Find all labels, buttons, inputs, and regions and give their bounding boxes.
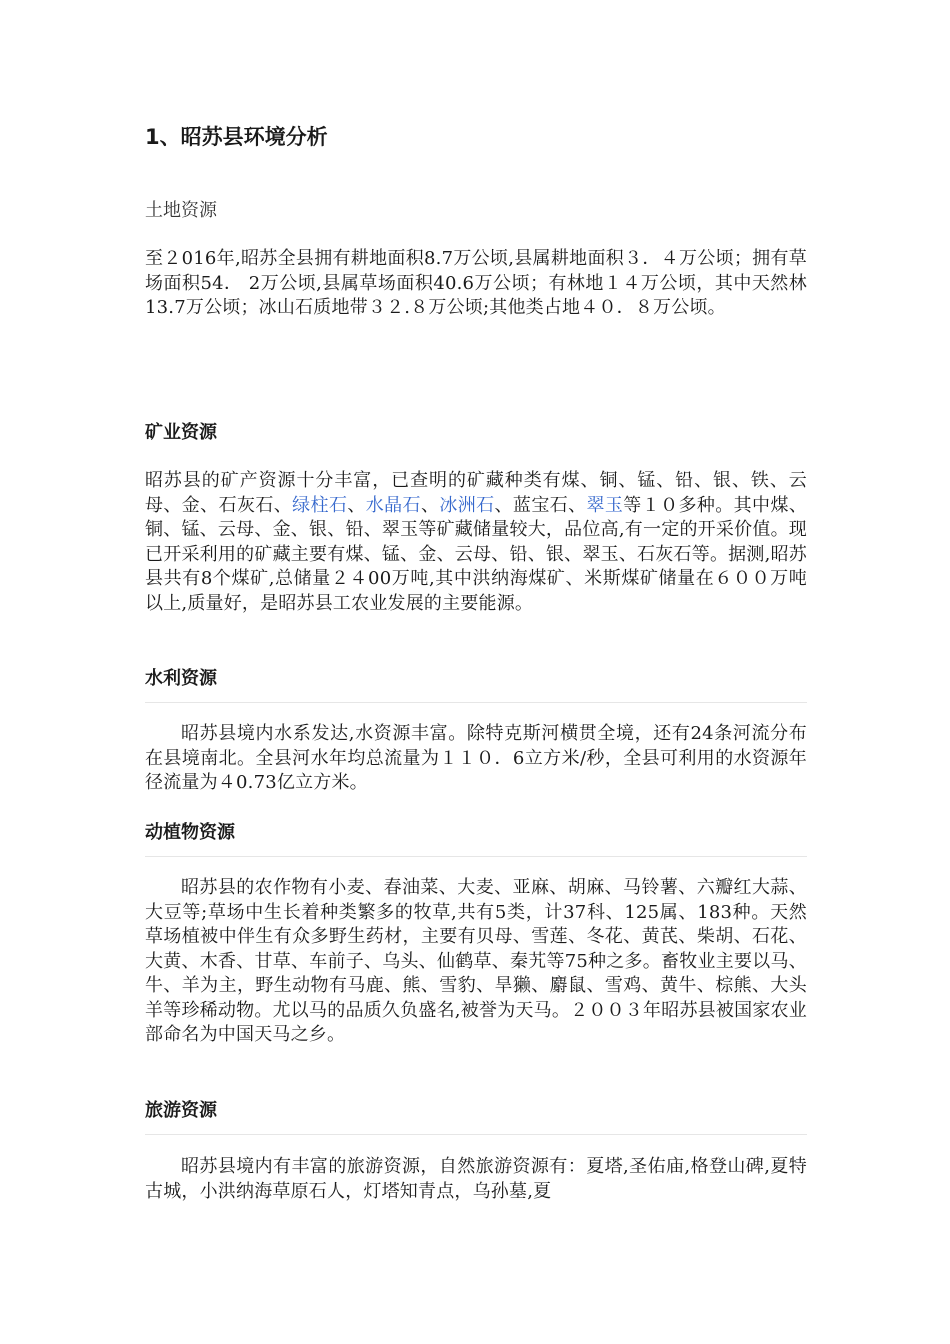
mineral-text-b: 等１０多种。其中煤、铜、锰、云母、金、银、铅、翠玉等矿藏储量较大，品位高,有一定的开采价值。现已开采利用的矿藏主要有煤、锰、金、云母、铅、银、翠玉、石灰石等。据测,昭苏县共有8个煤矿,总储量２４00万吨,其中洪纳海煤矿、米斯煤矿储量在６００万吨以上,质量好，是昭苏县工农业发展的主要能源。 bbox=[145, 494, 808, 614]
link-crystal[interactable]: 水晶石 bbox=[365, 494, 421, 516]
water-heading: 水利资源 bbox=[145, 666, 807, 703]
tourism-paragraph: 昭苏县境内有丰富的旅游资源，自然旅游资源有：夏塔,圣佑庙,格登山碑,夏特古城，小洪纳海草原石人，灯塔知青点，乌孙墓,夏 bbox=[145, 1156, 807, 1202]
tourism-heading: 旅游资源 bbox=[145, 1098, 807, 1135]
mineral-heading: 矿业资源 bbox=[145, 422, 217, 443]
mineral-sep-3: 、蓝宝石、 bbox=[494, 494, 587, 516]
document-title: 1、昭苏县环境分析 bbox=[145, 125, 328, 149]
water-paragraph: 昭苏县境内水系发达,水资源丰富。除特克斯河横贯全境，还有24条河流分布在县境南北。全县河水年均总流量为１１０．6立方米/秒，全县可利用的水资源年径流量为４0.73亿立方米。 bbox=[145, 723, 807, 793]
mineral-paragraph bbox=[145, 469, 807, 616]
link-jade[interactable]: 翠玉 bbox=[586, 494, 624, 516]
link-beryl[interactable]: 绿柱石 bbox=[292, 494, 348, 516]
link-iceland-spar[interactable]: 冰洲石 bbox=[439, 494, 495, 516]
fauna-paragraph: 昭苏县的农作物有小麦、春油菜、大麦、亚麻、胡麻、马铃薯、六瓣红大蒜、大豆等;草场中生长着种类繁多的牧草,共有5类，计37科、125属、183种。天然草场植被中伴生有众多野生药材，主要有贝母、雪莲、冬花、黄芪、柴胡、石花、大黄、木香、甘草、车前子、乌头、仙鹤草、秦艽等75种之多。畜牧业主要以马、牛、羊为主，野生动物有马鹿、熊、雪豹、旱獭、麝鼠、雪鸡、黄牛、棕熊、大头羊等珍稀动物。尤以马的品质久负盛名,被誉为天马。２００３年昭苏县被国家农业部命名为中国天马之乡。 bbox=[145, 877, 807, 1045]
mineral-sep-2: 、 bbox=[420, 494, 440, 516]
mineral-sep-1: 、 bbox=[347, 494, 366, 516]
mineral-text-a: 昭苏县的矿产资源十分丰富，已查明的矿藏种类有煤、铜、锰、铅、银、铁、云母、金、石灰石、 bbox=[145, 470, 807, 516]
land-heading: 土地资源 bbox=[145, 200, 217, 221]
fauna-heading: 动植物资源 bbox=[145, 820, 807, 857]
land-paragraph: 至２016年,昭苏全县拥有耕地面积8.7万公顷,县属耕地面积３．４万公顷；拥有草场面积54． 2万公顷,县属草场面积40.6万公顷；有林地１４万公顷，其中天然林13.7万公顷；冰山石质地带３２.８万公顷;其他类占地４０．８万公顷。 bbox=[145, 248, 807, 318]
